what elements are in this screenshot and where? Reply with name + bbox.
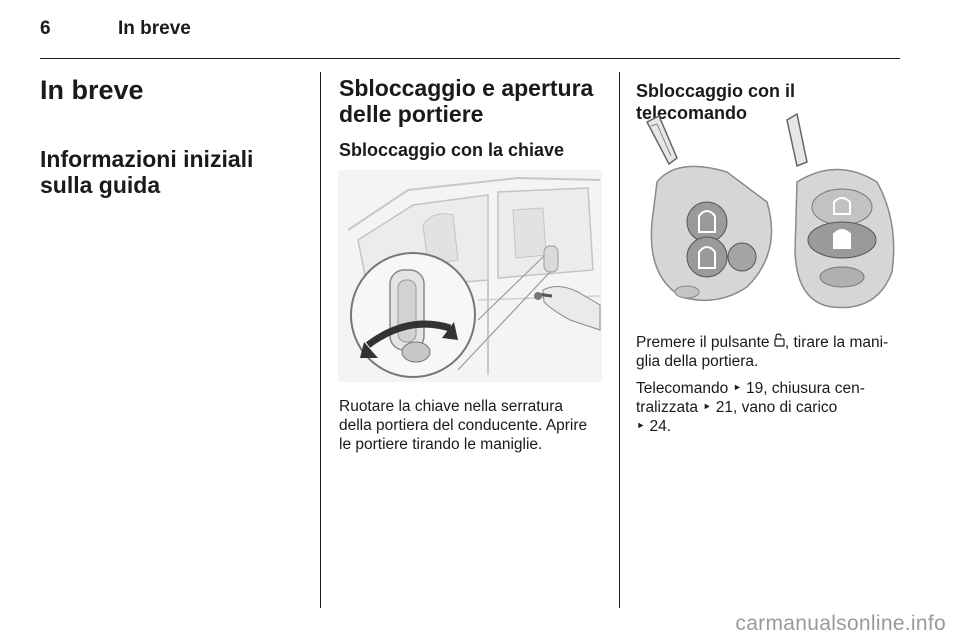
section-title-line1: Informazioni iniziali (40, 146, 254, 172)
column-1 (40, 75, 305, 198)
chapter-title: In breve (40, 75, 144, 105)
section-heading-line1: Sbloccaggio e apertura (339, 75, 594, 101)
unlock-icon (774, 333, 785, 352)
reference-line: Telecomando ‣ 19, chiusura cen- (636, 380, 865, 397)
body-line: Ruotare la chiave nella serratura (339, 398, 564, 415)
column-divider-2 (619, 72, 620, 608)
subheading-remote: Sbloccaggio con il telecomando (636, 81, 796, 123)
column-3-body (636, 333, 904, 436)
column-2 (339, 75, 607, 161)
section-heading-line2: delle portiere (339, 101, 484, 127)
subheading-key: Sbloccaggio con la chiave (339, 140, 565, 160)
watermark: carmanualsonline.info (735, 612, 946, 635)
body-line: della portiera del conducente. Aprire (339, 417, 588, 434)
reference-line: tralizzata ‣ 21, vano di carico (636, 399, 838, 416)
door-key-illustration (338, 170, 602, 382)
column-divider-1 (320, 72, 321, 608)
body-line: le portiere tirando le maniglie. (339, 436, 543, 453)
reference-line: ‣ 24. (636, 418, 671, 435)
running-header: In breve (118, 18, 191, 39)
column-2-body (339, 397, 607, 454)
body-line: glia della portiera. (636, 353, 759, 370)
header-rule (40, 58, 900, 59)
page-number: 6 (40, 18, 51, 39)
remote-key-illustration (637, 112, 901, 318)
section-title-line2: sulla guida (40, 172, 161, 198)
body-line: Premere il pulsante , tirare la mani- (636, 334, 889, 351)
